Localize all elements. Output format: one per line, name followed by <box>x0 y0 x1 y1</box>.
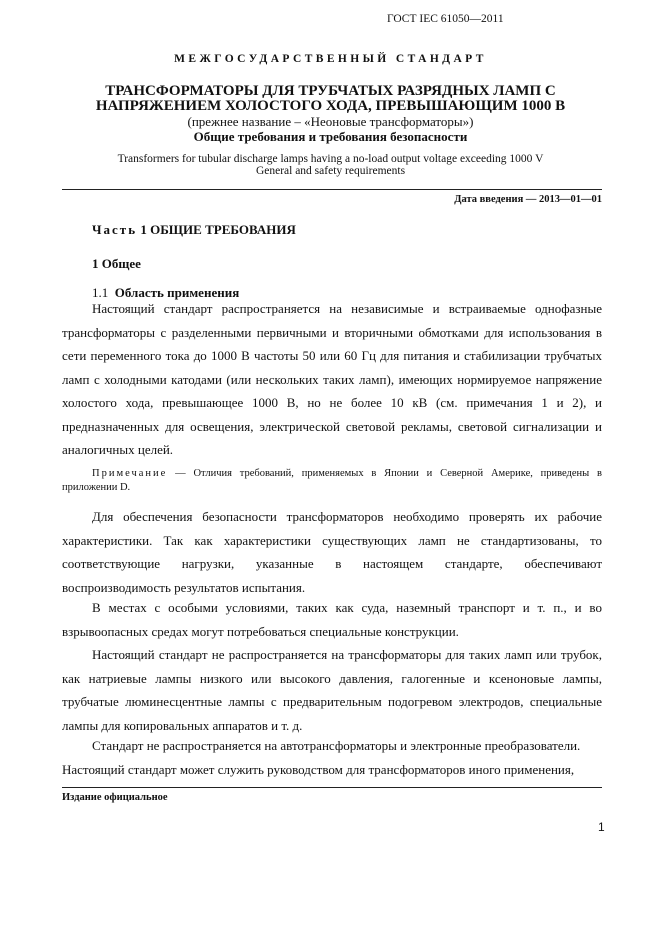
part-title-prefix: Часть <box>92 222 138 237</box>
document-title-line-2: НАПРЯЖЕНИЕМ ХОЛОСТОГО ХОДА, ПРЕВЫШАЮЩИМ 1000 В <box>95 98 566 114</box>
english-title-line-2: General and safety requirements <box>255 165 406 177</box>
introduction-date: Дата введения — 2013—01—01 <box>454 194 602 205</box>
top-divider <box>62 189 602 190</box>
part-title <box>92 222 296 238</box>
note <box>62 467 602 495</box>
paragraph-safety: Для обеспечения безопасности трансформаторов необходимо проверять их рабочие характеристики. Так как характеристики существующих ламп не стандартизованы, то соответствующие нагрузки, указанные в настоящем стандарте, обеспечивают воспроизводимость результатов испытания. <box>62 509 602 595</box>
paragraph-exclusions: Настоящий стандарт не распространяется на трансформаторы для таких ламп или трубок, как натриевые лампы низкого или высокого давления, галогенные и ксеноновые лампы, трубчатые люминесцентные лампы с предварительным подогревом электродов, специальные лампы для копировальных аппаратов и т. д. <box>62 647 602 733</box>
bottom-divider <box>62 787 602 788</box>
document-subtitle: Общие требования и требования безопасности <box>193 129 468 144</box>
section-heading-general: 1 Общее <box>92 256 141 271</box>
clause-number: 1.1 <box>92 285 109 300</box>
document-title-line-1: ТРАНСФОРМАТОРЫ ДЛЯ ТРУБЧАТЫХ РАЗРЯДНЫХ ЛАМП С <box>105 83 556 99</box>
official-edition-label: Издание официальное <box>62 792 168 803</box>
document-code: ГОСТ IEC 61050—2011 <box>387 13 504 25</box>
interstate-standard-heading: МЕЖГОСУДАРСТВЕННЫЙ СТАНДАРТ <box>174 53 487 65</box>
paragraph-special-conditions: В местах с особыми условиями, таких как суда, наземный транспорт и т. п., и во взрывоопасных средах могут потребоваться специальные конструкции. <box>62 600 602 639</box>
clause-title: Область применения <box>114 285 240 300</box>
part-title-rest: 1 ОБЩИЕ ТРЕБОВАНИЯ <box>137 222 296 237</box>
note-label: Примечание <box>92 468 168 479</box>
english-title-line-1: Transformers for tubular discharge lamps having a no-load output voltage exceeding 1000 V <box>117 153 544 165</box>
paragraph-guidance: Настоящий стандарт может служить руководством для трансформаторов иного применения, <box>62 762 575 777</box>
former-name: (прежнее название – «Неоновые трансформаторы») <box>187 114 474 129</box>
note-text: — Отличия требований, применяемых в Японии и Северной Америке, приведены в приложении D. <box>62 468 602 493</box>
page-number: 1 <box>598 820 605 834</box>
paragraph-scope: Настоящий стандарт распространяется на независимые и встраиваемые однофазные трансформаторы с разделенными первичными и вторичными обмотками для использования в сети переменного тока до 1000 В частоты 50 или 60 Гц для питания и стабилизации трубчатых ламп с холодными катодами (или нескольких таких ламп), имеющих нормируемое напряжение холостого хода, превышающее 1000 В, но не более 10 кВ (см. примечания 1 и 2), и предназначенных для освещения, электрической световой рекламы, световой сигнализации и аналогичных целей. <box>62 301 602 457</box>
paragraph-autotransformers: Стандарт не распространяется на автотрансформаторы и электронные преобразователи. <box>92 738 581 753</box>
